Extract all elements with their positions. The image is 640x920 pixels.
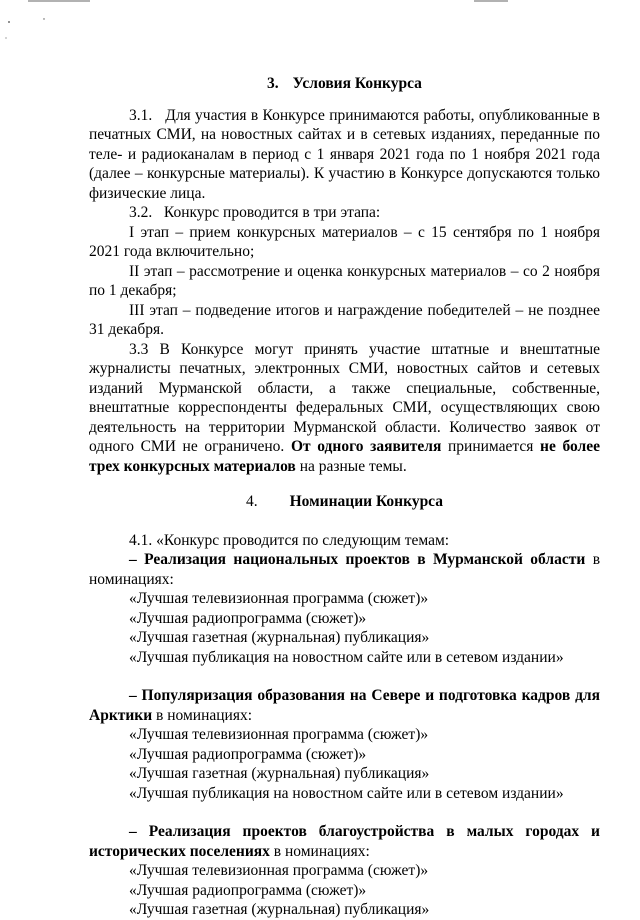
clause-3-2 <box>89 203 600 223</box>
nomination-item: «Лучшая телевизионная программа (сюжет)» <box>129 726 429 743</box>
section-4-number: 4. <box>245 493 258 510</box>
clause-3-1-text: Для участия в Конкурсе принимаются работы, опубликованные в печатных СМИ, на новостных сайтах и в сетевых изданиях, переданные по теле- и радиоканалам в период с 1 января 2021 года по 1 ноября 2021 года (далее – конкурсные материалы). К участию в Конкурсе допускаются только физические лица. <box>89 106 600 202</box>
nomination-item: «Лучшая радиопрограмма (сюжет)» <box>129 745 367 763</box>
nomination-item: «Лучшая публикация на новостном сайте или в сетевом издании» <box>129 648 564 666</box>
nomination-item: «Лучшая газетная (журнальная) публикация» <box>129 765 430 782</box>
topic-1 <box>89 550 600 589</box>
stage-1: I этап – прием конкурсных материалов – с 15 сентября по 1 ноября 2021 года включительно; <box>89 223 600 260</box>
section-3-number: 3. <box>267 75 279 92</box>
clause-3-1 <box>89 106 600 204</box>
scan-artifacts <box>0 0 640 40</box>
nomination-item: «Лучшая газетная (журнальная) публикация» <box>129 629 430 646</box>
clause-3-2-text: Конкурс проводится в три этапа: <box>163 204 381 221</box>
clause-3-3-bold-limit: не более трех конкурсных материалов <box>89 438 601 475</box>
clause-3-3-bold-applicant: От одного заявителя <box>290 438 442 455</box>
nomination-item: «Лучшая газетная (журнальная) публикация» <box>129 901 430 918</box>
section-4-heading <box>89 492 600 512</box>
topic-2-suffix: в номинациях: <box>156 706 253 724</box>
topic-1-suffix: в номинациях: <box>89 551 601 588</box>
clause-3-1-number: 3.1. <box>129 106 153 124</box>
topic-2 <box>89 686 600 725</box>
topic-3 <box>89 822 600 861</box>
nomination-item: «Лучшая телевизионная программа (сюжет)» <box>129 862 429 879</box>
stage-2: II этап – рассмотрение и оценка конкурсных материалов – со 2 ноября по 1 декабря; <box>89 262 600 299</box>
clause-3-3-end: на разные темы. <box>299 457 407 475</box>
section-3-heading <box>89 74 600 94</box>
clause-4-1: 4.1. «Конкурс проводится по следующим темам: <box>129 531 450 549</box>
clause-3-3 <box>89 340 600 477</box>
topic-3-suffix: в номинациях: <box>273 842 370 860</box>
clause-3-2-number: 3.2. <box>129 204 153 221</box>
section-3-title: Условия Конкурса <box>292 75 422 92</box>
nomination-item: «Лучшая телевизионная программа (сюжет)» <box>129 590 429 607</box>
stage-3: III этап – подведение итогов и награждение победителей – не позднее 31 декабря. <box>89 301 600 338</box>
nomination-item: «Лучшая публикация на новостном сайте или в сетевом издании» <box>129 784 564 802</box>
document-body <box>89 74 600 920</box>
clause-3-3-text: 3.3 В Конкурсе могут принять участие штатные и внештатные журналисты печатных, электронных СМИ, новостных сайтов и сетевых изданий Мурманской области, а также специальные, собственные, внештатные корреспонденты федеральных СМИ, осуществляющих свою деятельность на территории Мурманской области. Количество заявок от одного СМИ не ограничено. <box>89 340 600 455</box>
clause-3-3-mid: принимается <box>448 438 534 455</box>
nomination-item: «Лучшая радиопрограмма (сюжет)» <box>129 609 367 627</box>
section-4-title: Номинации Конкурса <box>289 493 444 510</box>
topic-3-title: – Реализация проектов благоустройства в малых городах и исторических поселениях <box>89 823 600 860</box>
topic-1-title: – Реализация национальных проектов в Мурманской области <box>129 551 586 568</box>
nomination-item: «Лучшая радиопрограмма (сюжет)» <box>129 881 367 899</box>
topic-2-title: – Популяризация образования на Севере и подготовка кадров для Арктики <box>89 687 600 724</box>
